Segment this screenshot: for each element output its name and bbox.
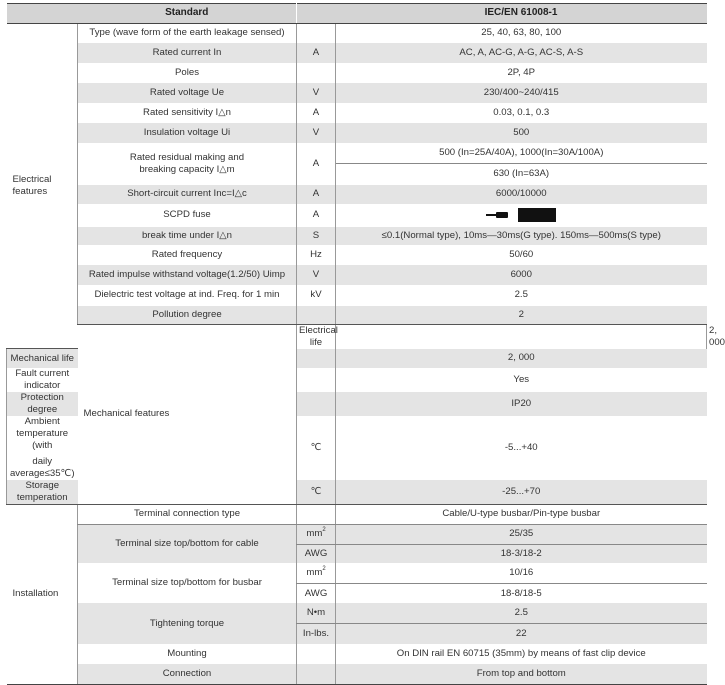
param-value: 2 (336, 306, 707, 325)
param-label: Tightening torque (78, 603, 297, 644)
param-value: 22 (336, 623, 707, 644)
param-label: Fault current indicator (7, 368, 78, 392)
param-unit: V (297, 123, 336, 143)
param-value: 630 (In=63A) (336, 164, 707, 185)
category-mechanical: Mechanical features (78, 325, 297, 505)
header-standard: Standard (78, 4, 297, 24)
param-label: Poles (78, 63, 297, 83)
param-label: Rated residual making and breaking capacity I△m (78, 143, 297, 185)
param-value: 50/60 (336, 245, 707, 265)
param-unit: S (297, 227, 336, 245)
table-row: Mechanical features Electrical life 2, 000 (7, 325, 707, 349)
table-row (7, 143, 707, 164)
param-unit: A (297, 143, 336, 185)
table-row (7, 24, 707, 43)
param-unit: AWG (297, 544, 336, 563)
param-unit: AWG (297, 583, 336, 603)
param-value: 2P, 4P (336, 63, 707, 83)
header-row (7, 4, 707, 24)
param-unit: A (297, 204, 336, 227)
table-row (7, 285, 707, 306)
param-value: Yes (336, 368, 707, 392)
param-label: Terminal size top/bottom for busbar (78, 563, 297, 603)
param-value: 2.5 (336, 285, 707, 306)
table-row (7, 265, 707, 285)
param-value: 2.5 (336, 603, 707, 623)
param-value: 500 (336, 123, 707, 143)
param-unit: N•m (297, 603, 336, 623)
param-value: IP20 (336, 392, 707, 416)
param-value: 2, 000 (336, 349, 707, 368)
param-unit: A (297, 185, 336, 204)
param-value: 6000/10000 (336, 185, 707, 204)
param-label: Rated impulse withstand voltage(1.2/50) Uimp (78, 265, 297, 285)
param-value: 6000 (336, 265, 707, 285)
table-row (7, 204, 707, 227)
category-installation: Installation (7, 504, 78, 684)
param-label: Mechanical life (7, 349, 78, 368)
param-value: 230/400~240/415 (336, 83, 707, 103)
param-label: Short-circuit current Inc=I△c (78, 185, 297, 204)
param-value: From top and bottom (336, 664, 707, 684)
param-unit: $mm^2$ (297, 563, 336, 583)
param-unit: $mm^2$ (297, 524, 336, 544)
table-row (7, 103, 707, 123)
param-unit: In-lbs. (297, 623, 336, 644)
param-value: -25...+70 (336, 480, 707, 504)
table-row (7, 245, 707, 265)
spec-table (6, 3, 725, 685)
table-row (7, 123, 707, 143)
table-row (7, 644, 707, 664)
param-value: 0.03, 0.1, 0.3 (336, 103, 707, 123)
param-label: Rated sensitivity I△n (78, 103, 297, 123)
param-label: Terminal size top/bottom for cable (78, 524, 297, 563)
param-label: Rated current In (78, 43, 297, 63)
param-value: 25, 40, 63, 80, 100 (336, 24, 707, 43)
category-electrical: Electrical features (7, 24, 78, 349)
param-unit: A (297, 103, 336, 123)
param-value: 18-3/18-2 (336, 544, 707, 563)
param-value: Cable/U-type busbar/Pin-type busbar (336, 504, 707, 524)
param-label: Protection degree (7, 392, 78, 416)
param-label: Mounting (78, 644, 297, 664)
header-norm: IEC/EN 61008-1 (336, 4, 707, 24)
param-value: -5...+40 (336, 416, 707, 480)
param-label: Rated voltage Ue (78, 83, 297, 103)
param-label: Storage temperation (7, 480, 78, 504)
param-label: Dielectric test voltage at ind. Freq. for 1 min (78, 285, 297, 306)
param-label: Insulation voltage Ui (78, 123, 297, 143)
table-row (7, 664, 707, 684)
param-label: SCPD fuse (78, 204, 297, 227)
param-value: 10/16 (336, 563, 707, 583)
param-label: break time under I△n (78, 227, 297, 245)
table-row (7, 83, 707, 103)
param-unit: V (297, 83, 336, 103)
param-unit: ℃ (297, 480, 336, 504)
table-row (7, 306, 707, 325)
param-unit: V (297, 265, 336, 285)
param-label: Ambient temperature (with daily average≤35℃) (7, 416, 78, 480)
param-value: ≤0.1(Normal type), 10ms—30ms(G type). 150ms—500ms(S type) (336, 227, 707, 245)
param-label: Pollution degree (78, 306, 297, 325)
param-value: AC, A, AC-G, A-G, AC-S, A-S (336, 43, 707, 63)
table-row (7, 524, 707, 544)
table-row (7, 185, 707, 204)
table-row (7, 603, 707, 623)
param-unit: kV (297, 285, 336, 306)
param-value: 18-8/18-5 (336, 583, 707, 603)
param-label: Connection (78, 664, 297, 684)
param-value: 25/35 (336, 524, 707, 544)
param-label: Terminal connection type (78, 504, 297, 524)
param-value: 500 (In=25A/40A), 1000(In=30A/100A) (336, 143, 707, 164)
param-label: Rated frequency (78, 245, 297, 265)
table-row (7, 63, 707, 83)
fuse-icon (486, 208, 556, 222)
param-unit: ℃ (297, 416, 336, 480)
table-row (7, 563, 707, 583)
table-row (7, 227, 707, 245)
param-unit: Hz (297, 245, 336, 265)
param-label: Type (wave form of the earth leakage sensed) (78, 24, 297, 43)
param-label: Electrical life (297, 325, 336, 349)
param-unit: A (297, 43, 336, 63)
param-value: On DIN rail EN 60715 (35mm) by means of fast clip device (336, 644, 707, 664)
table-row (7, 43, 707, 63)
table-row (7, 504, 707, 524)
